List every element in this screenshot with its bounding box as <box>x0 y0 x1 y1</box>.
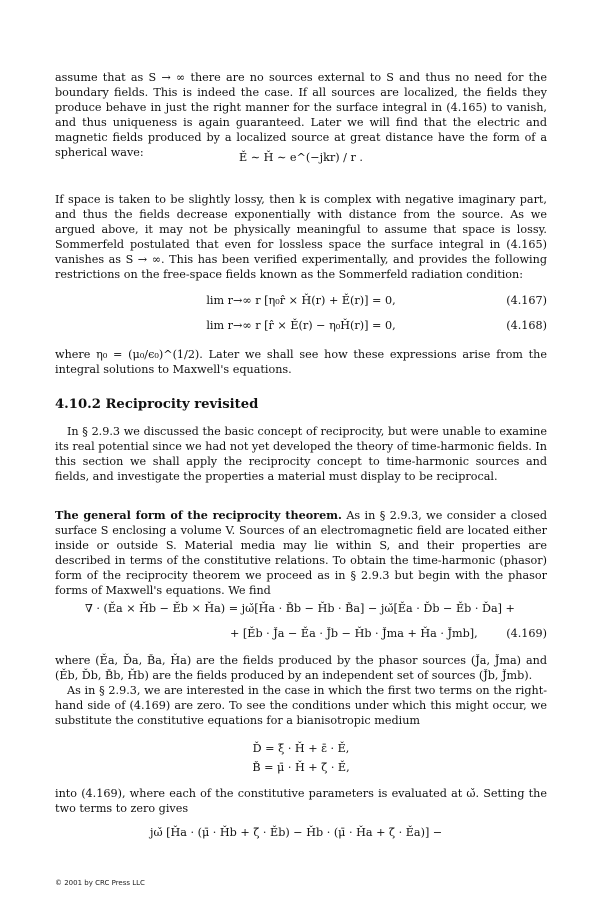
equation-4-168-row <box>55 318 547 333</box>
paragraph-field-definitions: where (Ěa, Ďa, B̌a, Ȟa) are the fields produced by the phasor sources (J̌a, J̌ma) and (Ěb, Ďb, B̌b, Ȟb) are the fields produced by an independent set of sources (J̌b, J̌mb). <box>55 654 547 683</box>
equation-number-4-167: (4.167) <box>506 294 547 307</box>
equation-4-167: lim r→∞ r [η₀r̂ × Ȟ(r) + Ě(r)] = 0, <box>206 294 396 307</box>
equation-constitutive-d: Ď = ξ̄ · Ȟ + ε̄ · Ě, <box>252 742 350 755</box>
paragraph-eta0: where η₀ = (μ₀/ϵ₀)^(1/2). Later we shall see how these expressions arise from the integral solutions to Maxwell's equations. <box>55 348 547 377</box>
paragraph-run-in-heading: The general form of the reciprocity theorem. <box>55 508 342 522</box>
equation-reciprocity-condition: jω̌ [Ȟa · (μ̄ · Ȟb + ζ̄ · Ěb) − Ȟb · (μ̄ · Ȟa + ζ̄ · Ěa)] − <box>150 826 443 839</box>
paragraph-bianisotropic: As in § 2.9.3, we are interested in the case in which the first two terms on the right-hand side of (4.169) are zero. To see the conditions under which this might occur, we substitute the constitutive equations for a bianisotropic medium <box>55 684 547 728</box>
equation-constitutive-b: B̌ = μ̄ · Ȟ + ζ̄ · Ě, <box>252 761 350 774</box>
paragraph-reciprocity-intro: In § 2.9.3 we discussed the basic concept of reciprocity, but were unable to examine its real potential since we had not yet developed the theory of time-harmonic fields. In this section we shall apply the reciprocity concept to time-harmonic sources and fields, and investigate the properties a material must display to be reciprocal. <box>55 425 547 484</box>
copyright-footer: © 2001 by CRC Press LLC <box>55 879 145 887</box>
equation-4-169-line2-row <box>55 626 547 641</box>
equation-4-167-row <box>55 293 547 308</box>
paragraph-general-form-body: As in § 2.9.3, we consider a closed surface S enclosing a volume V. Sources of an electromagnetic field are located either inside or outside S. Material media may lie within S, and their properties are described in terms of the constitutive relations. To obtain the time-harmonic (phasor) form of the reciprocity theorem we proceed as in § 2.9.3 but begin with the phasor forms of Maxwell's equations. We find <box>55 509 547 598</box>
equation-4-169-first-line: ∇ · (Ěa × Ȟb − Ěb × Ȟa) = jω̌[Ȟa · B̌b − Ȟb · B̌a] − jω̌[Ěa · Ďb − Ěb · Ďa] + <box>85 602 515 615</box>
equation-4-169-second-line: + [Ěb · J̌a − Ěa · J̌b − Ȟb · J̌ma + Ȟa · J̌mb], <box>230 627 478 640</box>
paragraph-intro: assume that as S → ∞ there are no sources external to S and thus no need for the boundary fields. This is indeed the case. If all sources are localized, the fields they produce behave in just the right manner for the surface integral in (4.165) to vanish, and thus uniqueness is again guaranteed. Later we will find that the electric and magnetic fields produced by a localized source at great distance have the form of a spherical wave: <box>55 71 547 160</box>
equation-reciprocity-condition-row <box>55 825 547 840</box>
equation-4-168: lim r→∞ r [r̂ × Ě(r) − η₀Ȟ(r)] = 0, <box>206 319 396 332</box>
section-heading: 4.10.2 Reciprocity revisited <box>55 397 259 412</box>
paragraph-general-form <box>55 508 547 599</box>
equation-spherical-wave: Ě ∼ Ȟ ∼ e^(−jkr) / r . <box>239 151 363 164</box>
equation-number-4-168: (4.168) <box>506 319 547 332</box>
equation-number-4-169: (4.169) <box>506 627 547 640</box>
equation-4-169-line1 <box>55 601 547 616</box>
paragraph-sommerfeld: If space is taken to be slightly lossy, then k is complex with negative imaginary part, and thus the fields decrease exponentially with distance from the source. As we argued above, it may not be physically meaningful to assume that space is lossy. Sommerfeld postulated that even for lossless space the surface integral in (4.165) vanishes as S → ∞. This has been verified experimentally, and provides the following restrictions on the free-space fields known as the Sommerfeld radiation condition: <box>55 193 547 282</box>
paragraph-setting-zero: into (4.169), where each of the constitutive parameters is evaluated at ω̌. Setting the two terms to zero gives <box>55 787 547 816</box>
